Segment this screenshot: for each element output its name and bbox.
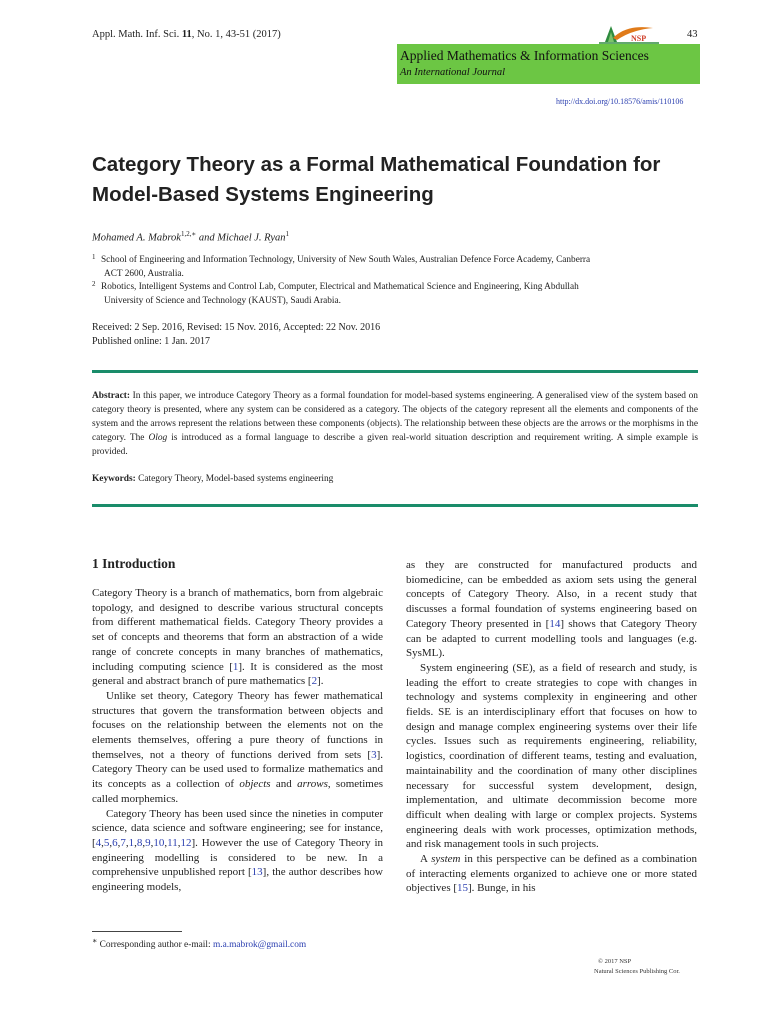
citation-link[interactable]: 5 (103, 836, 110, 849)
abstract-bottom-rule (92, 504, 698, 507)
citation-link[interactable]: 13 (251, 866, 263, 879)
section-heading: 1 Introduction (92, 556, 176, 571)
column-left (92, 586, 383, 895)
paper-title: Category Theory as a Formal Mathematical Foundation for Model-Based Systems Engineering (92, 153, 661, 206)
author-list: Mohamed A. Mabrok$^{1,2,∗}$ and Michael J. Ryan$^1$ (92, 230, 290, 244)
citation-link[interactable]: 4 (95, 836, 102, 849)
footnote-rule (92, 931, 182, 932)
email-link[interactable]: m.a.mabrok@gmail.com (212, 940, 307, 951)
paragraph: as they are constructed for manufactured products and biomedicine, can be embedded as axiom sets using the general concepts of Category Theory. Also, in a recent study that discusses a formal foundation of systems engineering based on Category Theory presented in [14] shows that Category Theory can be adapted to current modelling tools and languages (e.g. SysML). (406, 559, 697, 660)
abstract: Abstract: In this paper, we introduce Category Theory as a formal foundation for model-based systems engineering. A generalised view of the system based on category theory is presented, where any system can be considered as a category. The objects of the category represent all the elements and components of the system and the arrows represent the relations between these components (objects). The relationship between these objects are the arrows or the morphisms in the category. The Olog is introduced as a formal language to describe a given real-world situation description and requirement writing. A simple example is provided. (92, 391, 698, 457)
paragraph: A system in this perspective can be defined as a combination of interacting elements organized to achieve one or more stated objectives [15]. Bunge, in his (406, 853, 697, 895)
citation-link[interactable]: 7 (120, 836, 126, 849)
citation-link[interactable]: 8 (136, 836, 143, 849)
citation-link[interactable]: 11 (167, 836, 178, 849)
nsp-logo-graphic (597, 18, 661, 46)
citation-link[interactable]: 15 (457, 882, 469, 895)
citation-link[interactable]: 3 (371, 748, 377, 761)
journal-name: Applied Mathematics & Information Sciences (400, 48, 649, 63)
citation-link[interactable]: 1 (128, 836, 135, 849)
paragraph: Category Theory has been used since the nineties in computer science, data science and software engineering; see for instance, [4,5,6,7,1,8,9,10,11,12]. However the use of Category Theory in engineering modelling is considered to be new. In a comprehensive unpublished report [13], the author describes how engineering models, (92, 807, 383, 894)
affiliation-2: 2 Robotics, Intelligent Systems and Control Lab, Computer, Electrical and Mathematical Science and Engineering, King Abdullah University of Science and Technology (KAUST), Saudi Arabia. (92, 280, 579, 306)
citation-link[interactable]: 12 (180, 836, 192, 849)
paragraph: System engineering (SE), as a field of research and study, is leading the effort to create strategies to cope with changes in technology and systems complexity in engineering and other fields. SE is an interdisciplinary effort that focuses on how to design and manage complex engineering systems over their life cycles. Issues such as requirements engineering, reliability, logistics, coordination of different teams, testing and evaluation, maintainability and the coordination of many other disciplines necessary for successful system development, design, implementation, and ultimate decommission become more difficult when dealing with large or complex projects. Systems engineering deals with work processes, optimization methods, and risk management tools in such projects. (406, 661, 697, 851)
copyright-notice: © 2017 NSP Natural Sciences Publishing Cor. (594, 958, 680, 975)
citation-link[interactable]: 14 (549, 617, 561, 630)
paragraph: Unlike set theory, Category Theory has fewer mathematical structures that govern the transformation between objects and focuses on the relationship between the elements not on the elements themselves, offering a pure theory of functions in themselves, not a theory of functions derived from sets [3]. Category Theory can be used used to formalize mathematics and its concepts as a collection of objects and arrows, sometimes called morphemics. (92, 689, 383, 805)
keywords: Keywords: Category Theory, Model-based systems engineering (92, 474, 334, 484)
nsp-logo (597, 18, 661, 46)
column-right (406, 558, 697, 896)
abstract-top-rule (92, 370, 698, 373)
journal-subtitle: An International Journal (400, 67, 505, 78)
page-number: 43 (687, 29, 698, 40)
citation-link[interactable]: 6 (112, 836, 118, 849)
citation-link[interactable]: 10 (153, 836, 165, 849)
publication-dates (92, 321, 380, 349)
paragraph: Category Theory is a branch of mathematics, born from algebraic topology, and designed to describe various structural concepts from different mathematical fields. Category Theory provides a set of concepts and theorems that form an abstraction of a wide range of concrete concepts in many branches of mathematics, including computing science [1]. It is considered as the most general and abstract branch of pure mathematics [2]. (92, 587, 383, 688)
received-dates: Received: 2 Sep. 2016, Revised: 15 Nov. 2016, Accepted: 22 Nov. 2016 (92, 322, 381, 333)
citation-link[interactable]: 9 (145, 836, 151, 849)
corresponding-author-footnote: ∗ Corresponding author e-mail: m.a.mabrok@gmail.com (92, 936, 307, 951)
svg-text:NSP: NSP (631, 34, 647, 43)
running-citation: Appl. Math. Inf. Sci. 11, No. 1, 43-51 (2017) (92, 29, 281, 40)
doi-link[interactable]: http://dx.doi.org/10.18576/amis/110106 (556, 97, 684, 106)
published-date: Published online: 1 Jan. 2017 (92, 336, 211, 347)
affiliation-1: 1 School of Engineering and Information Technology, University of New South Wales, Australian Defence Force Academy, Canberra ACT 2600, Australia. (92, 253, 591, 279)
citation-link[interactable]: 2 (311, 675, 318, 688)
citation-link[interactable]: 1 (232, 660, 239, 673)
